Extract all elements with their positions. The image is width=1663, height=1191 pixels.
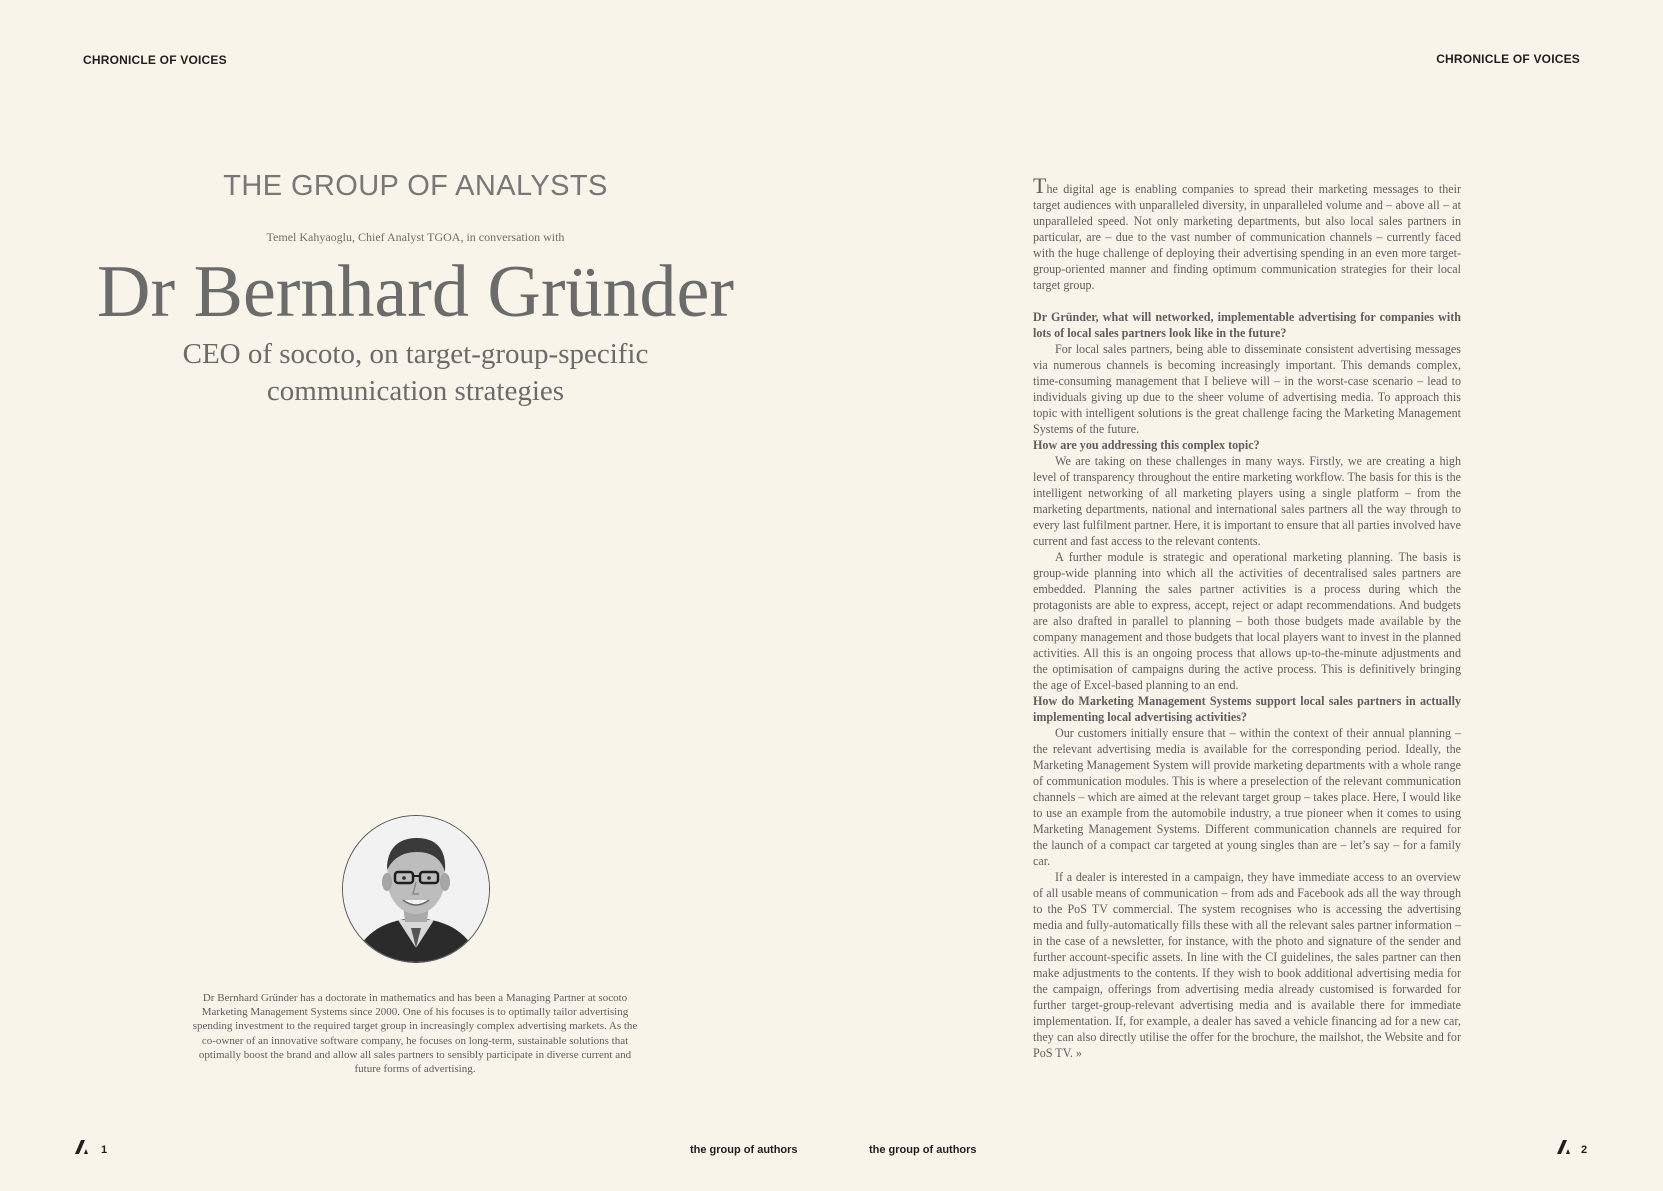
left-page: [0, 0, 831, 1191]
author-bio: Dr Bernhard Gründer has a doctorate in mathematics and has been a Managing Partner at socoto Marketing Management Systems since 2000. One of his focuses is to optimally tailor advertising spending investment to the required target group in increasingly complex advertising markets. As the co-owner of an innovative software company, he focuses on long-term, sustainable solutions that optimally boost the brand and allow all sales partners to sensibly participate in diverse current and future forms of advertising.: [192, 992, 638, 1076]
interview-answer: For local sales partners, being able to disseminate consistent advertising messages via numerous channels is becoming increasingly important. This demands complex, time-consuming management that I believe will – in the worst-case scenario – lead to individuals giving up due to the sheer volume of advertising media. To approach this topic with intelligent solutions is the great challenge facing the Marketing Management Systems of the future.: [1033, 342, 1461, 436]
running-head: CHRONICLE OF VOICES: [1436, 52, 1580, 66]
interview-answer: If a dealer is interested in a campaign, they have immediate access to an overview of all usable means of communication – from ads and Facebook ads all the way through to the PoS TV commercial. The system recognises who is accessing the advertising media and fully-automatically fills these with all the relevant sales partner information – in the case of a newsletter, for instance, with the photo and signature of the sender and further account-specific assets. In line with the CI guidelines, the sales partner can then make adjustments to the contents. If they wish to book additional advertising media for the campaign, offerings from advertising media already customised is forwarded for further target-group-relevant advertising media and is available there for immediate implementation. If, for example, a dealer has saved a vehicle financing ad for a new car, they can also directly utilise the offer for the brochure, the mailshot, the Website and for PoS TV. »: [1033, 870, 1461, 1060]
interview-question: How do Marketing Management Systems support local sales partners in actually implementing local advertising activities?: [1033, 694, 1461, 724]
interview-answer: Our customers initially ensure that – within the context of their annual planning – the relevant advertising media is available for the corresponding period. Ideally, the Marketing Management System will provide marketing departments with a whole range of communication modules. This is where a preselection of the relevant communication channels – which are aimed at the relevant target group – takes place. Here, I would like to use an example from the automobile industry, a true pioneer when it comes to using Marketing Management Systems. Different communication channels are required for the launch of a compact car targeted at young singles than are – let’s say – for a family car.: [1033, 726, 1461, 868]
interview-answer: A further module is strategic and operational marketing planning. The basis is group-wide planning into which all the activities of decentralised sales partners are embedded. Planning the sales partner activities is a process during which the protagonists are able to express, accept, reject or adapt recommendations. And budgets are also drafted in parallel to planning – both those budgets made available by the company management and those budgets that local players want to invest in the planned activities. All this is an ongoing process that allows up-to-the-minute adjustments and the optimisation of campaigns during the active process. This is definitively bringing the age of Excel-based planning to an end.: [1033, 550, 1461, 692]
person-role: CEO of socoto, on target-group-specific communication strategies: [182, 338, 649, 407]
footer-label: the group of authors: [869, 1144, 977, 1156]
article-intro: The digital age is enabling companies to spread their marketing messages to their target audiences with unparalleled diversity, in unparalleled volume and – above all – at unparalleled speed. Not only marketing departments, but also local sales partners in particular, are – due to the vast number of communication channels – currently faced with the huge challenge of deploying their advertising spending in an even more target-group-oriented manner and finding optimum communication strategies for their local target group.: [1033, 173, 1461, 292]
interview-question: How are you addressing this complex topic?: [1033, 438, 1260, 452]
running-head: CHRONICLE OF VOICES: [83, 53, 227, 67]
interview-answer: We are taking on these challenges in many ways. Firstly, we are creating a high level of transparency throughout the entire marketing workflow. The basis for this is the intelligent networking of all marketing players using a single platform – from the marketing departments, national and international sales partners all the way through to every last fulfilment partner. Here, it is important to ensure that all parties involved have current and fast access to the relevant contents.: [1033, 454, 1461, 548]
byline: Temel Kahyaoglu, Chief Analyst TGOA, in conversation with: [266, 230, 565, 244]
interview-question: Dr Gründer, what will networked, implementable advertising for companies with lots of local sales partners look like in the future?: [1033, 310, 1461, 340]
portrait-illustration: [343, 816, 489, 962]
right-page: [831, 0, 1663, 1191]
portrait-photo: [342, 815, 490, 963]
publisher-logo-icon: [1557, 1140, 1571, 1154]
person-name: Dr Bernhard Gründer: [97, 251, 734, 333]
section-title: THE GROUP OF ANALYSTS: [223, 170, 608, 202]
page-number: 1: [101, 1144, 108, 1156]
footer-label: the group of authors: [690, 1144, 798, 1156]
interview-article: [1033, 173, 1461, 1061]
publisher-logo-icon: [75, 1140, 89, 1154]
page-number: 2: [1581, 1144, 1588, 1156]
